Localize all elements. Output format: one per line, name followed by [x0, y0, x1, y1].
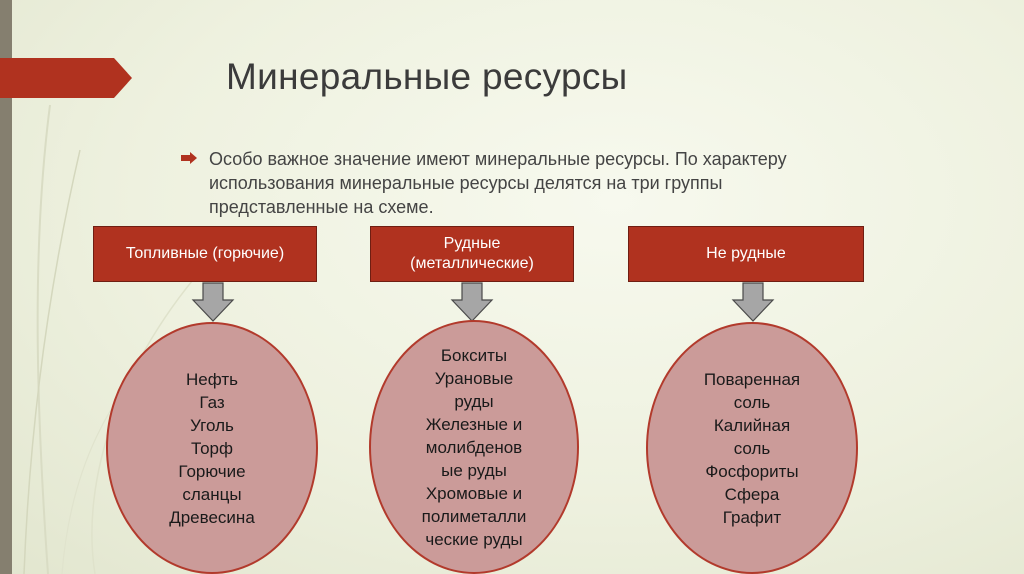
- down-arrow-icon: [450, 282, 494, 322]
- list-item: Хромовые и: [425, 483, 523, 503]
- list-item: ые руды: [441, 460, 507, 480]
- item-list-fuel: [169, 368, 255, 529]
- item-list-non-ore: [704, 368, 800, 529]
- list-item: Сфера: [724, 484, 780, 504]
- list-item: Железные и: [425, 414, 523, 434]
- list-item: Горючие: [178, 461, 246, 481]
- list-item: Урановые: [434, 368, 514, 388]
- title-tab-arrow: [0, 58, 132, 98]
- item-oval-ore: [369, 320, 579, 574]
- list-item: соль: [733, 392, 771, 412]
- list-item: ческие руды: [425, 529, 523, 549]
- list-item: Бокситы: [440, 345, 508, 365]
- list-item: Нефть: [186, 369, 238, 389]
- category-box-non-ore: Не рудные: [628, 226, 864, 282]
- down-arrow-icon: [191, 282, 235, 322]
- category-box-ore: Рудные (металлические): [370, 226, 574, 282]
- list-item: соль: [733, 438, 771, 458]
- arrow-bullet-icon: [181, 152, 197, 164]
- list-item: сланцы: [182, 484, 242, 504]
- list-item: Поваренная: [703, 369, 801, 389]
- intro-text: [209, 147, 909, 219]
- down-arrow-icon: [731, 282, 775, 322]
- intro-line: Особо важное значение имеют минеральные ресурсы. По характеру: [209, 149, 787, 169]
- list-item: руды: [454, 391, 494, 411]
- slide-title: Минеральные ресурсы: [226, 56, 628, 97]
- list-item: Торф: [191, 438, 233, 458]
- item-oval-fuel: [106, 322, 318, 574]
- item-oval-non-ore: [646, 322, 858, 574]
- list-item: Газ: [199, 392, 225, 412]
- list-item: Калийная: [713, 415, 791, 435]
- category-box-fuel: Топливные (горючие): [93, 226, 317, 282]
- list-item: Древесина: [169, 507, 255, 527]
- item-list-ore: [422, 344, 527, 551]
- list-item: молибденов: [425, 437, 523, 457]
- list-item: Фосфориты: [705, 461, 799, 481]
- list-item: полиметалли: [421, 506, 527, 526]
- list-item: Уголь: [190, 415, 234, 435]
- intro-line: представленные на схеме.: [209, 197, 434, 217]
- intro-line: использования минеральные ресурсы делятся на три группы: [209, 173, 723, 193]
- list-item: Графит: [722, 507, 782, 527]
